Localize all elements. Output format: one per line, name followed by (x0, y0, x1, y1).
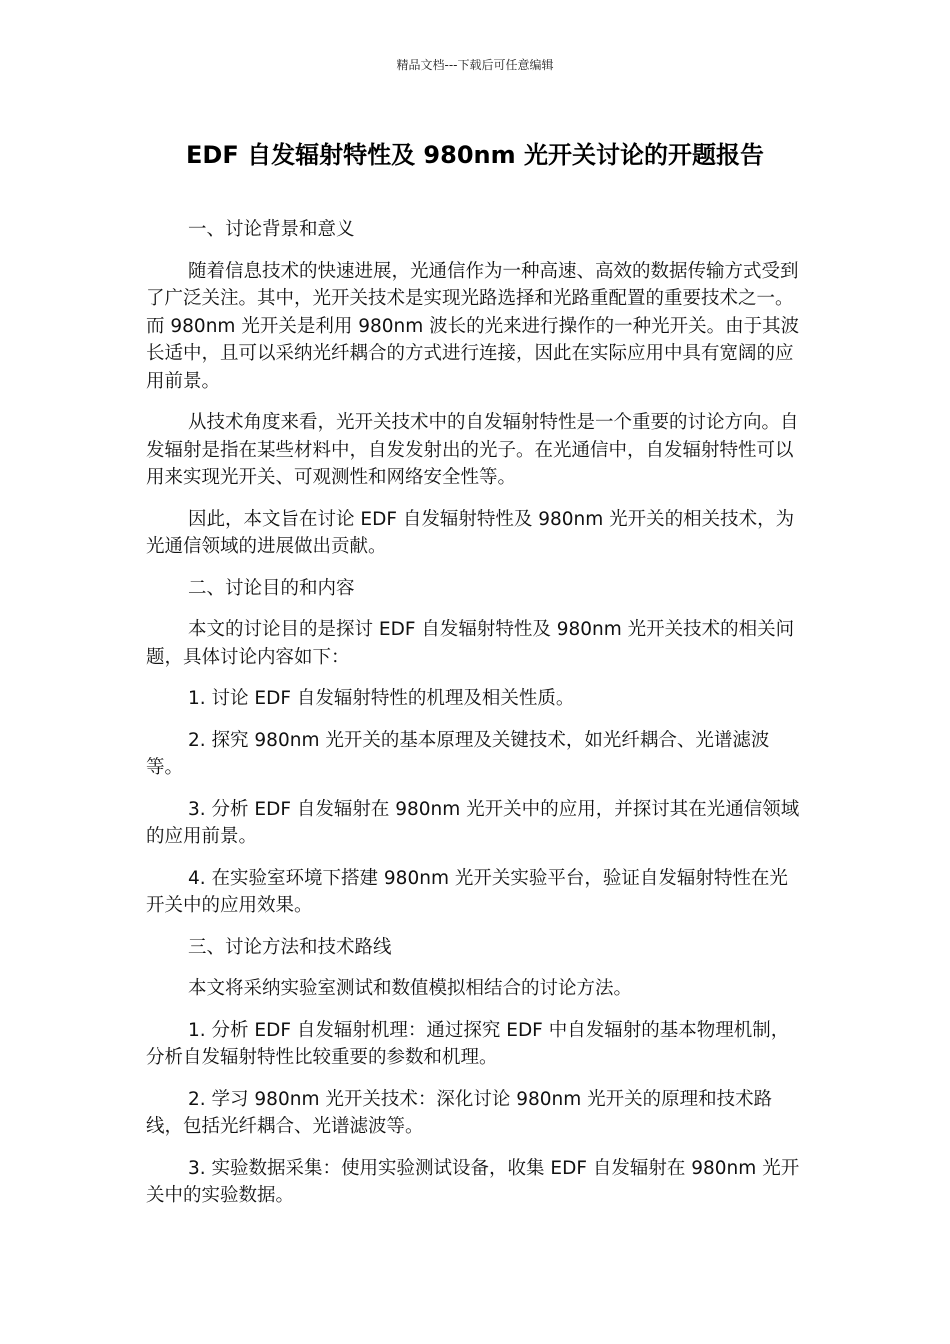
list-item: 3. 分析 EDF 自发辐射在 980nm 光开关中的应用，并探讨其在光通信领域的应用前景。 (146, 798, 800, 847)
document-body (146, 216, 806, 1224)
list-item: 1. 分析 EDF 自发辐射机理：通过探究 EDF 中自发辐射的基本物理机制，分析自发辐射特性比较重要的参数和机理。 (146, 1019, 790, 1068)
body-paragraph: 从技术角度来看，光开关技术中的自发辐射特性是一个重要的讨论方向。自发辐射是指在某些材料中，自发发射出的光子。在光通信中，自发辐射特性可以用来实现光开关、可观测性和网络安全性等。 (146, 412, 799, 488)
list-item: 1. 讨论 EDF 自发辐射特性的机理及相关性质。 (188, 688, 575, 709)
body-paragraph: 本文将采纳实验室测试和数值模拟相结合的讨论方法。 (188, 978, 633, 999)
page-header: 精品文档---下载后可任意编辑 (396, 58, 554, 72)
section-heading: 三、讨论方法和技术路线 (188, 936, 392, 958)
body-paragraph: 随着信息技术的快速进展，光通信作为一种高速、高效的数据传输方式受到了广泛关注。其中，光开关技术是实现光路选择和光路重配置的重要技术之一。而 980nm 光开关是利用 980nm 波长的光来进行操作的一种光开关。由于其波长适中，且可以采纳光纤耦合的方式进行连接，因此在实际应用中具有宽阔的应用前景。 (146, 260, 800, 392)
list-item: 2. 学习 980nm 光开关技术：深化讨论 980nm 光开关的原理和技术路线，包括光纤耦合、光谱滤波等。 (146, 1088, 773, 1137)
body-paragraph: 因此，本文旨在讨论 EDF 自发辐射特性及 980nm 光开关的相关技术，为光通信领域的进展做出贡献。 (146, 508, 795, 557)
list-item: 4. 在实验室环境下搭建 980nm 光开关实验平台，验证自发辐射特性在光开关中的应用效果。 (146, 867, 788, 916)
section-heading: 一、讨论背景和意义 (188, 219, 355, 240)
section-heading: 二、讨论目的和内容 (188, 577, 355, 599)
list-item: 2. 探究 980nm 光开关的基本原理及关键技术，如光纤耦合、光谱滤波等。 (146, 729, 770, 778)
body-paragraph: 本文的讨论目的是探讨 EDF 自发辐射特性及 980nm 光开关技术的相关问题，具体讨论内容如下： (146, 619, 795, 668)
list-item: 3. 实验数据采集：使用实验测试设备，收集 EDF 自发辐射在 980nm 光开关中的实验数据。 (146, 1157, 800, 1206)
document-title: EDF 自发辐射特性及 980nm 光开关讨论的开题报告 (186, 141, 764, 169)
